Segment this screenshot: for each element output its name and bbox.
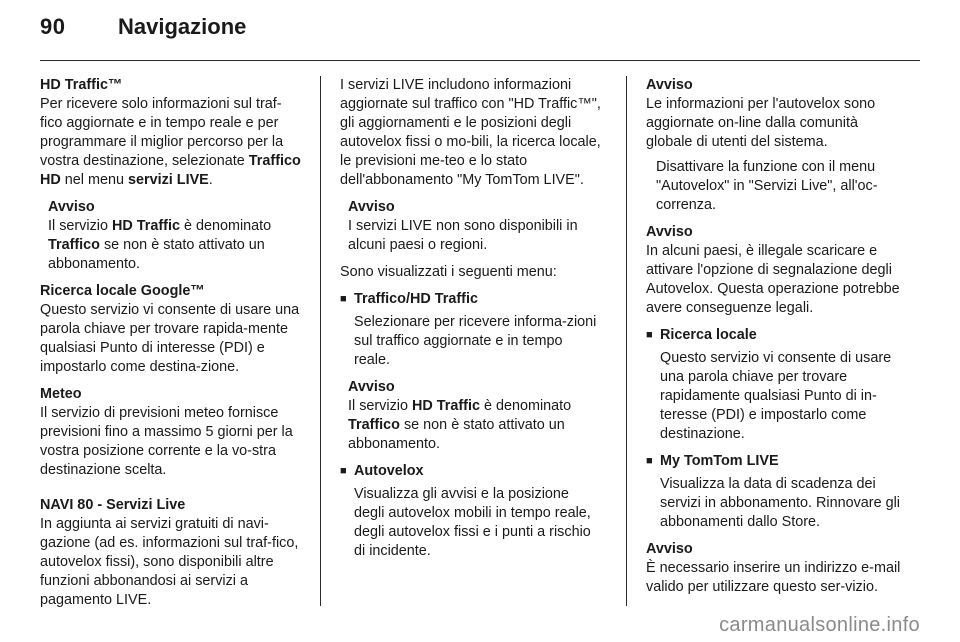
bullet-body: Visualizza la data di scadenza dei servizi in abbonamento. Rinnovare gli abbonamenti dallo Store.: [660, 476, 900, 530]
section-heading: NAVI 80 - Servizi Live: [40, 497, 186, 513]
bold-term: Traffico: [48, 237, 100, 253]
note-heading: Avviso: [348, 379, 395, 395]
menus-intro: Sono visualizzati i seguenti menu:: [340, 264, 557, 280]
bullet-body: Selezionare per ricevere informa-zioni sul traffico aggiornate e in tempo reale.: [354, 314, 597, 368]
body-text: Per ricevere solo informazioni sul traf-fico aggiornate e in tempo reale e per programmare il miglior percorso per la vostra destinazione, selezionate: [40, 96, 284, 169]
body-text: In aggiunta ai servizi gratuiti di navi-gazione (ad es. informazioni sul traf-fico, autovelox fissi), sono disponibili altre funzioni abbonandosi ai servizi a pagamento LIVE.: [40, 516, 299, 608]
body-text: è denominato: [179, 218, 272, 234]
bullet-local-search: ■ Ricerca locale: [646, 326, 904, 345]
note-block: [646, 223, 904, 318]
note-indent: Disattivare la funzione con il menu "Autovelox" in "Servizi Live", all'oc-correnza.: [656, 159, 878, 213]
note-heading: Avviso: [646, 77, 693, 93]
body-text: Il servizio: [48, 218, 112, 234]
body-text: .: [208, 172, 213, 188]
body-text: Questo servizio vi consente di usare una parola chiave per trovare rapida-mente qualsiasi Punto di interesse (PDI) e impostarlo come destina-zione.: [40, 302, 300, 375]
body-text: Le informazioni per l'autovelox sono aggiornate on-line dalla comunità globale di utenti del sistema.: [646, 96, 876, 150]
bold-term: Traffico HD: [40, 153, 301, 188]
column-2: [340, 76, 602, 569]
body-text: nel menu: [60, 172, 128, 188]
note-block: [348, 198, 602, 255]
section-meteo: [40, 385, 302, 480]
body-text: se non è stato attivato un abbonamento.: [48, 237, 265, 272]
bullet-my-tomtom: ■ My TomTom LIVE: [646, 452, 904, 471]
section-google-search: [40, 282, 302, 377]
note-heading: Avviso: [646, 224, 693, 240]
note-heading: Avviso: [646, 541, 693, 557]
column-divider-1: [320, 76, 321, 606]
section-heading: Ricerca locale Google™: [40, 283, 205, 299]
body-text: Il servizio: [348, 398, 412, 414]
note-heading: Avviso: [348, 199, 395, 215]
note-block: [646, 76, 904, 152]
note-heading: Avviso: [48, 199, 95, 215]
bullet-traffic: ■ Traffico/HD Traffic: [340, 290, 602, 309]
header-rule: [40, 60, 920, 61]
bullet-autovelox: ■ Autovelox: [340, 462, 602, 481]
page-title: Navigazione: [118, 14, 247, 39]
watermark: carmanualsonline.info: [719, 614, 920, 636]
bold-term: HD Traffic: [411, 398, 480, 414]
section-heading: Meteo: [40, 386, 82, 402]
page-number: 90: [40, 14, 66, 39]
column-1: [40, 76, 302, 618]
body-text: I servizi LIVE non sono disponibili in alcuni paesi o regioni.: [348, 218, 578, 253]
body-text: In alcuni paesi, è illegale scaricare e attivare l'opzione di segnalazione degli Autovelox. Questa operazione potrebbe avere conseguenze legali.: [646, 243, 900, 316]
section-heading: HD Traffic™: [40, 77, 123, 93]
section-hd-traffic: [40, 76, 302, 190]
body-text: è denominato: [479, 398, 572, 414]
body-text: Il servizio di previsioni meteo fornisce previsioni fino a massimo 5 giorni per la vostra posizione corrente e la vo-stra destinazione scelta.: [40, 405, 293, 478]
body-text: È necessario inserire un indirizzo e-mail valido per utilizzare questo ser-vizio.: [646, 560, 901, 595]
note-block: [48, 198, 302, 274]
column-3: [646, 76, 904, 597]
bold-term: servizi LIVE: [128, 172, 209, 188]
bullet-body: Visualizza gli avvisi e la posizione degli autovelox mobili in tempo reale, degli autovelox fissi e i punti a rischio di incidente.: [354, 486, 591, 559]
body-text: se non è stato attivato un abbonamento.: [348, 417, 565, 452]
bullet-body: Questo servizio vi consente di usare una parola chiave per trovare rapidamente qualsiasi Punto di in-teresse (PDI) e impostarlo come destinazione.: [660, 350, 892, 442]
note-block: [348, 378, 602, 454]
live-intro: I servizi LIVE includono informazioni aggiornate sul traffico con "HD Traffic™", gli aggiornamenti e le posizioni degli autovelox fissi o mo-bili, la ricerca locale, le previsioni me-teo e lo stato dell'abbonamento "My TomTom LIVE".: [340, 77, 601, 188]
column-divider-2: [626, 76, 627, 606]
page-header: [40, 14, 920, 50]
bold-term: Traffico: [348, 417, 400, 433]
bold-term: HD Traffic: [111, 218, 180, 234]
note-block: [646, 540, 904, 597]
section-navi80: [40, 496, 302, 610]
